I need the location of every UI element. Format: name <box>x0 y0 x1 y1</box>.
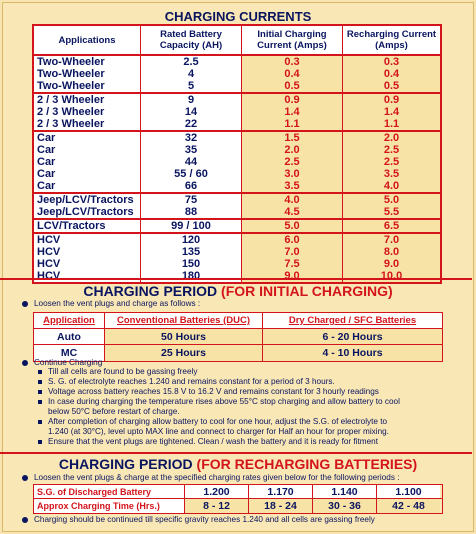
recharge-footer <box>22 515 375 525</box>
cell-application: Jeep/LCV/Tractors <box>37 194 134 206</box>
cell-initial-current: 7.0 <box>284 246 300 258</box>
cell-capacity: 22 <box>184 118 198 130</box>
continue-charging-label: Continue Charging <box>34 358 103 367</box>
continue-point-text: Ensure that the vent plugs are tightened. Clean / wash the battery and it is ready for fitment <box>48 437 378 446</box>
cell-conventional: 25 Hours <box>104 345 262 361</box>
column-initial <box>241 220 342 232</box>
continue-point <box>38 387 468 397</box>
continue-point-text: In case during charging the temperature rises above 55°C stop charging and allow battery to cool <box>48 397 400 406</box>
cell-application: Car <box>37 168 56 180</box>
cell-application: 2 / 3 Wheeler <box>37 94 105 106</box>
column-apps <box>34 56 140 92</box>
cell-recharging-current: 0.5 <box>383 80 400 92</box>
continue-point <box>38 437 468 447</box>
square-bullet-icon <box>38 400 42 404</box>
header-initial-current: Initial Charging Current (Amps) <box>241 26 342 54</box>
column-initial <box>241 56 342 92</box>
cell-capacity: 4 <box>187 68 195 80</box>
square-bullet-icon <box>38 390 42 394</box>
column-capacity <box>140 234 241 282</box>
column-apps <box>34 94 140 130</box>
row-label: Approx Charging Time (Hrs.) <box>34 499 184 513</box>
table-row-group <box>34 94 440 132</box>
recharge-period-title <box>0 456 476 472</box>
cell-initial-current: 1.1 <box>284 118 300 130</box>
cell-application: Two-Wheeler <box>37 56 105 68</box>
recharge-intro-text: Loosen the vent plugs & charge at the specified charging rates given below for the following periods : <box>34 473 400 482</box>
recharge-period-table <box>33 484 443 514</box>
column-recharge <box>342 234 440 282</box>
cell-capacity: 88 <box>184 206 198 218</box>
cell-initial-current: 3.0 <box>284 168 300 180</box>
cell-capacity: 66 <box>184 180 198 192</box>
header-dry-charged: Dry Charged / SFC Batteries <box>262 313 442 328</box>
cell-recharging-current: 2.0 <box>383 132 400 144</box>
cell-initial-current: 4.5 <box>284 206 300 218</box>
square-bullet-icon <box>38 370 42 374</box>
charging-currents-table <box>32 24 442 284</box>
cell-time: 30 - 36 <box>312 499 376 513</box>
cell-application: Two-Wheeler <box>37 80 105 92</box>
section-divider <box>0 278 472 280</box>
initial-period-table <box>33 312 443 362</box>
cell-recharging-current: 1.1 <box>383 118 400 130</box>
section-divider <box>0 452 472 454</box>
cell-sg: 1.140 <box>312 485 376 498</box>
cell-capacity: 5 <box>187 80 195 92</box>
header-capacity: Rated Battery Capacity (AH) <box>140 26 241 54</box>
column-capacity <box>140 94 241 130</box>
cell-initial-current: 0.4 <box>284 68 300 80</box>
cell-capacity: 150 <box>181 258 201 270</box>
column-apps <box>34 132 140 192</box>
cell-application: LCV/Tractors <box>37 220 106 232</box>
column-initial <box>241 132 342 192</box>
cell-initial-current: 7.5 <box>284 258 300 270</box>
cell-initial-current: 0.5 <box>284 80 300 92</box>
cell-application: Car <box>37 156 56 168</box>
cell-application: Car <box>37 132 56 144</box>
initial-intro <box>22 299 200 309</box>
cell-recharging-current: 7.0 <box>383 234 400 246</box>
table-row-group <box>34 132 440 194</box>
cell-application: MC <box>34 345 104 361</box>
cell-initial-current: 6.0 <box>284 234 300 246</box>
continue-point <box>38 407 468 417</box>
cell-recharging-current: 5.0 <box>383 194 400 206</box>
cell-application: Car <box>37 144 56 156</box>
column-capacity <box>140 194 241 218</box>
continue-point <box>38 427 468 437</box>
cell-initial-current: 0.3 <box>284 56 300 68</box>
table-header <box>34 26 440 56</box>
table-row <box>34 499 442 513</box>
bullet-icon <box>22 475 28 481</box>
cell-initial-current: 3.5 <box>284 180 300 192</box>
cell-capacity: 35 <box>184 144 198 156</box>
cell-initial-current: 9.0 <box>284 270 300 282</box>
continue-point <box>38 417 468 427</box>
continue-point-text: 1.240 (at 30°C), level upto MAX line and connect to charger for Half an hour for proper mixing. <box>48 427 389 436</box>
cell-sg: 1.170 <box>248 485 312 498</box>
column-recharge <box>342 132 440 192</box>
column-apps <box>34 220 140 232</box>
continue-point-text: Voltage across battery reaches 15.8 V to 16.2 V and remains constant for 3 hourly readings <box>48 387 379 396</box>
column-initial <box>241 94 342 130</box>
column-recharge <box>342 56 440 92</box>
cell-capacity: 120 <box>181 234 201 246</box>
recharge-title-b: (FOR RECHARGING BATTERIES) <box>196 456 418 472</box>
cell-capacity: 2.5 <box>183 56 199 68</box>
cell-capacity: 135 <box>181 246 201 258</box>
column-recharge <box>342 194 440 218</box>
charging-currents-title: CHARGING CURRENTS <box>164 9 312 24</box>
cell-capacity: 9 <box>187 94 195 106</box>
square-bullet-icon <box>38 420 42 424</box>
cell-recharging-current: 0.3 <box>383 56 400 68</box>
cell-application: HCV <box>37 258 61 270</box>
cell-capacity: 55 / 60 <box>174 168 208 180</box>
continue-point <box>38 377 468 387</box>
cell-application: Two-Wheeler <box>37 68 105 80</box>
cell-initial-current: 0.9 <box>284 94 300 106</box>
cell-initial-current: 1.4 <box>284 106 300 118</box>
initial-title-b: (FOR INITIAL CHARGING) <box>221 283 393 299</box>
table-row-group <box>34 194 440 220</box>
header-recharging-current: Recharging Current (Amps) <box>342 26 440 54</box>
cell-recharging-current: 6.5 <box>383 220 400 232</box>
column-initial <box>241 194 342 218</box>
column-initial <box>241 234 342 282</box>
bullet-icon <box>22 517 28 523</box>
cell-initial-current: 2.0 <box>284 144 300 156</box>
cell-recharging-current: 5.5 <box>383 206 400 218</box>
continue-point-text: S. G. of electrolyte reaches 1.240 and remains constant for a period of 3 hours. <box>48 377 335 386</box>
cell-capacity: 75 <box>184 194 198 206</box>
table-row-group <box>34 220 440 234</box>
cell-time: 42 - 48 <box>376 499 440 513</box>
cell-capacity: 32 <box>184 132 198 144</box>
bullet-icon <box>22 301 28 307</box>
column-capacity <box>140 220 241 232</box>
initial-period-title <box>0 283 476 299</box>
header-conventional: Conventional Batteries (DUC) <box>104 313 262 328</box>
cell-capacity: 14 <box>184 106 198 118</box>
cell-application: 2 / 3 Wheeler <box>37 118 105 130</box>
cell-recharging-current: 0.4 <box>383 68 400 80</box>
continue-point <box>38 397 468 407</box>
cell-application: Auto <box>34 329 104 344</box>
table-row <box>34 329 442 345</box>
table-header <box>34 313 442 329</box>
continue-point-text: After completion of charging allow battery to cool for one hour, adjust the S.G. of electrolyte to <box>48 417 388 426</box>
cell-recharging-current: 1.4 <box>383 106 400 118</box>
cell-initial-current: 4.0 <box>284 194 300 206</box>
continue-point-text: below 50°C before restart of charge. <box>48 407 180 416</box>
table-row <box>34 485 442 499</box>
cell-recharging-current: 9.0 <box>383 258 400 270</box>
cell-capacity: 44 <box>184 156 198 168</box>
recharge-footer-text: Charging should be continued till specific gravity reaches 1.240 and all cells are gassing freely <box>34 515 375 524</box>
cell-initial-current: 5.0 <box>284 220 300 232</box>
continue-point <box>38 367 468 377</box>
row-label: S.G. of Discharged Battery <box>34 485 184 498</box>
cell-sg: 1.100 <box>376 485 440 498</box>
cell-time: 18 - 24 <box>248 499 312 513</box>
square-bullet-icon <box>38 380 42 384</box>
cell-application: 2 / 3 Wheeler <box>37 106 105 118</box>
cell-capacity: 99 / 100 <box>171 220 211 232</box>
cell-application: HCV <box>37 270 61 282</box>
initial-intro-text: Loosen the vent plugs and charge as follows : <box>34 299 201 308</box>
continue-point-text: Till all cells are found to be gassing freely <box>48 367 198 376</box>
cell-initial-current: 1.5 <box>284 132 300 144</box>
header-application: Application <box>43 315 95 326</box>
cell-recharging-current: 3.5 <box>383 168 400 180</box>
recharge-intro <box>22 473 399 483</box>
column-recharge <box>342 94 440 130</box>
cell-recharging-current: 2.5 <box>383 144 400 156</box>
cell-recharging-current: 0.9 <box>383 94 400 106</box>
column-recharge <box>342 220 440 232</box>
bullet-icon <box>22 360 28 366</box>
cell-sg: 1.200 <box>184 485 248 498</box>
cell-application: Jeep/LCV/Tractors <box>37 206 134 218</box>
recharge-title-a: CHARGING PERIOD <box>58 456 193 472</box>
initial-title-a: CHARGING PERIOD <box>83 283 218 299</box>
continue-points <box>38 367 468 447</box>
cell-recharging-current: 2.5 <box>383 156 400 168</box>
cell-recharging-current: 10.0 <box>380 270 403 282</box>
cell-recharging-current: 4.0 <box>383 180 400 192</box>
cell-application: HCV <box>37 246 61 258</box>
cell-time: 8 - 12 <box>184 499 248 513</box>
cell-initial-current: 2.5 <box>284 156 300 168</box>
column-capacity <box>140 56 241 92</box>
table-row-group <box>34 234 440 282</box>
header-applications: Applications <box>58 34 116 46</box>
table-row-group <box>34 56 440 94</box>
cell-application: HCV <box>37 234 61 246</box>
column-apps <box>34 234 140 282</box>
cell-dry-charged: 6 - 20 Hours <box>262 329 442 344</box>
cell-dry-charged: 4 - 10 Hours <box>262 345 442 361</box>
cell-recharging-current: 8.0 <box>383 246 400 258</box>
cell-conventional: 50 Hours <box>104 329 262 344</box>
column-apps <box>34 194 140 218</box>
cell-capacity: 180 <box>181 270 201 282</box>
cell-application: Car <box>37 180 56 192</box>
column-capacity <box>140 132 241 192</box>
square-bullet-icon <box>38 440 42 444</box>
